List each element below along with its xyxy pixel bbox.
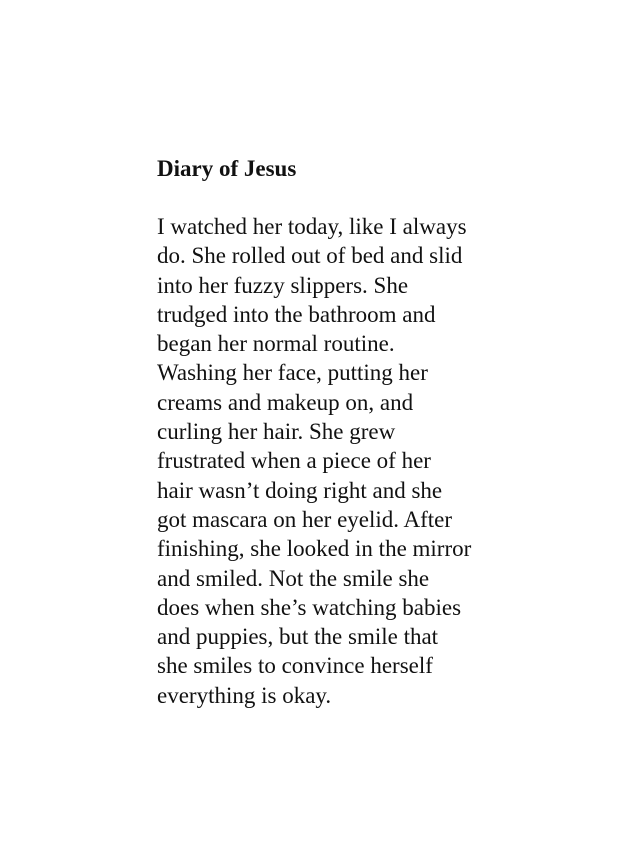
text-line: hair wasn’t doing right and she [157,477,443,503]
text-line: began her normal routine. [157,331,395,357]
body-paragraph [157,212,471,710]
text-line: do. She rolled out of bed and slid [157,243,463,269]
text-line: and smiled. Not the smile she [157,565,430,591]
text-line: frustrated when a piece of her [157,448,431,474]
text-line: got mascara on her eyelid. After [157,506,453,532]
text-line: does when she’s watching babies [157,594,462,620]
text-line: and puppies, but the smile that [157,624,439,650]
text-line: creams and makeup on, and [157,389,414,415]
text-line: everything is okay. [157,682,332,708]
text-line: into her fuzzy slippers. She [157,272,409,298]
text-line: finishing, she looked in the mirror [157,536,472,562]
text-line: trudged into the bathroom and [157,301,436,327]
document-title: Diary of Jesus [157,156,297,181]
text-line: Washing her face, putting her [157,360,428,386]
text-line: curling her hair. She grew [157,419,396,445]
text-line: she smiles to convince herself [157,653,433,679]
text-line: I watched her today, like I always [157,214,467,239]
